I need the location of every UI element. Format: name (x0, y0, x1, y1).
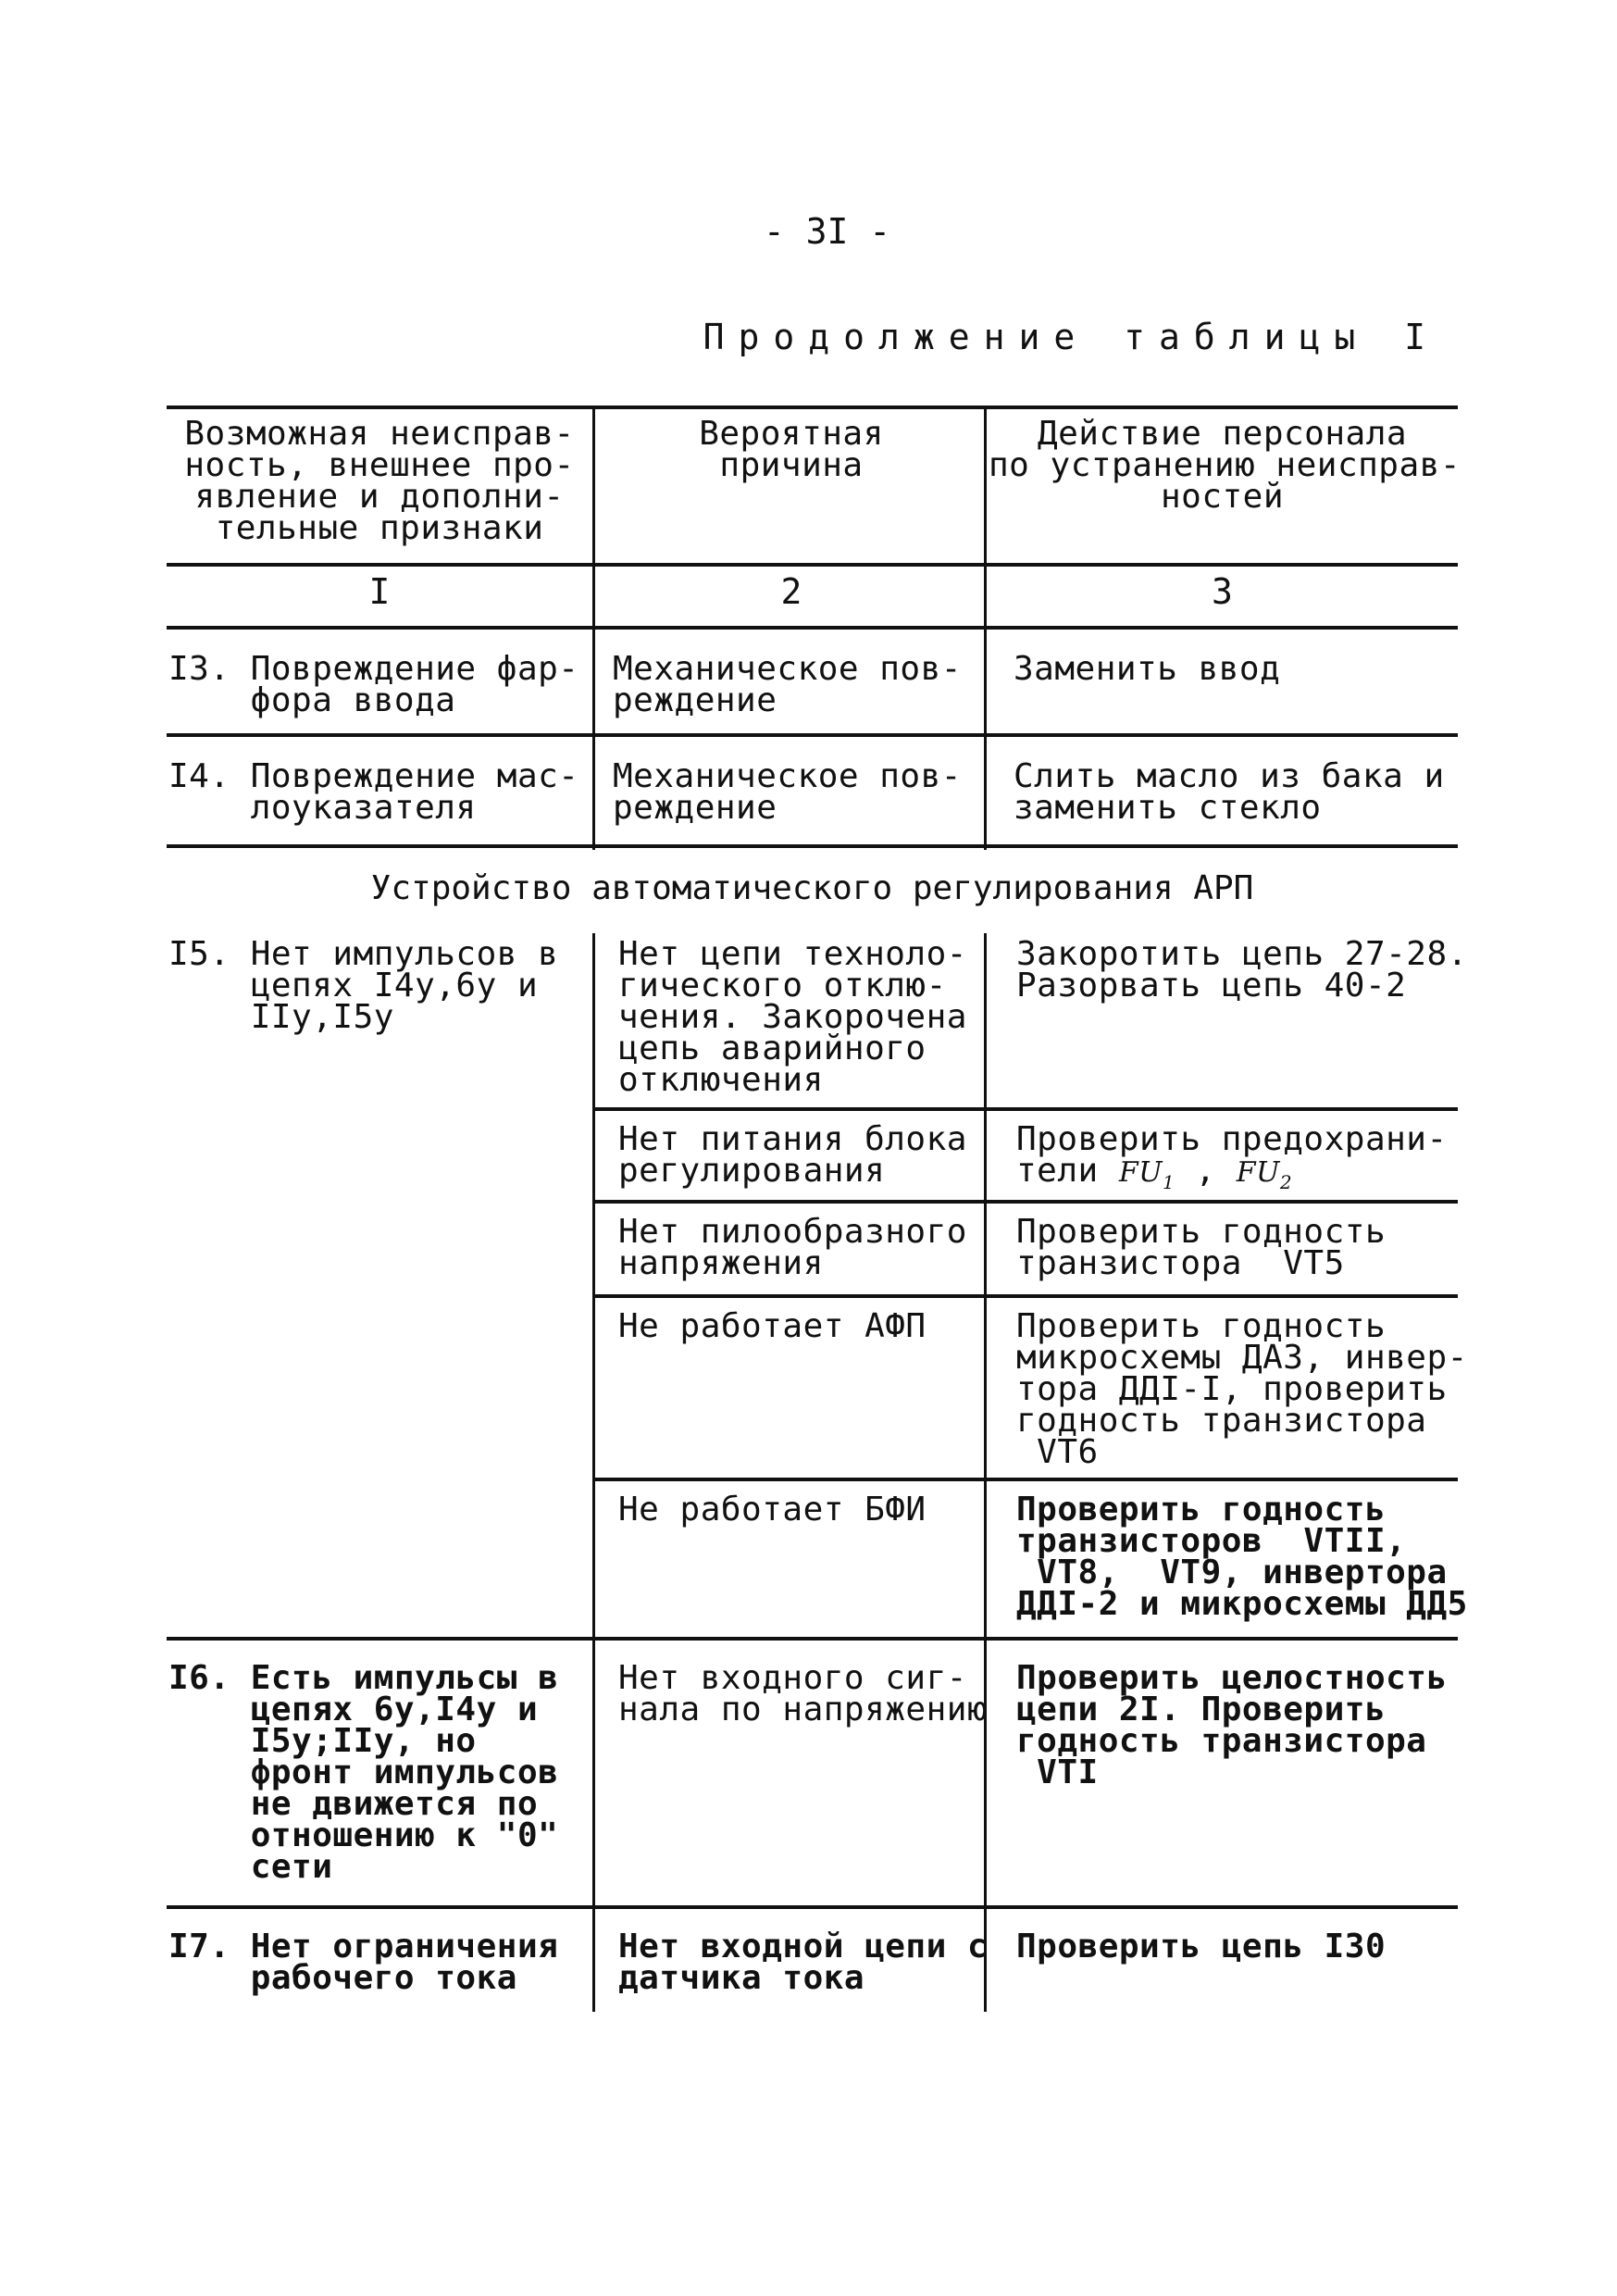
table-row-14-fault: I4. Повреждение мас- лоуказателя (168, 757, 579, 827)
page-number: - 3I - (763, 211, 891, 252)
table-row-13-action: Заменить ввод (1014, 650, 1281, 688)
table-row-17-cause: Нет входной цепи с датчика тока (618, 1928, 989, 1997)
table-top-rule (167, 406, 1458, 409)
table-row-15-sub1-action: Закоротить цепь 27-28. Разорвать цепь 40-2 (1016, 935, 1468, 1004)
table-row-15-sub5-action: Проверить годность транзисторов VTII, VT8, VT9, инвертора ДДI-2 и микросхемы ДД5 (1016, 1491, 1468, 1623)
column-number-2: 2 (780, 571, 802, 612)
table-row-15-sub1-cause: Нет цепи техноло- гического отклю- чения. Закорочена цепь аварийного отключения (618, 935, 967, 1099)
table-row-15-sub4-cause: Не работает АФП (618, 1307, 927, 1345)
column-number-1: I (368, 571, 391, 612)
sub2-action-prefix: тели (1016, 1152, 1119, 1190)
col-divider-1-upper (592, 406, 595, 850)
sub-rule-4 (592, 1478, 1458, 1481)
sub2-action-line1: Проверить предохрани- (1016, 1120, 1448, 1158)
numbers-bottom-rule (167, 626, 1458, 630)
table-row-16-fault: I6. Есть импульсы в цепях 6у,I4у и I5у;IIу, но фронт импульсов не движется по отношению к "0" сети (168, 1659, 559, 1886)
row-16-bottom-rule (167, 1905, 1458, 1909)
fuse-fu1-index: 1 (1162, 1171, 1175, 1194)
table-row-15-sub3-action: Проверить годность транзистора VT5 (1016, 1213, 1387, 1282)
col-divider-2-upper (984, 406, 987, 850)
column-number-3: 3 (1212, 571, 1233, 612)
table-row-13-fault: I3. Повреждение фар- фора ввода (168, 650, 579, 719)
table-row-17-action: Проверить цепь I30 (1016, 1928, 1387, 1965)
table-row-14-cause: Механическое пов- реждение (613, 757, 962, 827)
row-14-bottom-rule (167, 844, 1458, 848)
table-row-15-sub3-cause: Нет пилообразного напряжения (618, 1213, 967, 1282)
sub-rule-1 (592, 1107, 1458, 1111)
sub-rule-2 (592, 1200, 1458, 1204)
fuse-fu2-index: 2 (1279, 1171, 1293, 1194)
table-caption: Продолжение таблицы I (703, 317, 1439, 357)
fuse-fu2-label: FU (1236, 1156, 1280, 1189)
table-row-15-sub2-action (1016, 1120, 1448, 1198)
header-cause: Вероятная причина (699, 415, 884, 484)
table-row-15-sub2-cause: Нет питания блока регулирования (618, 1120, 967, 1190)
col-divider-2-lower (984, 933, 987, 2012)
header-action: Действие персонала по устранению неисправ- ностей (989, 415, 1461, 516)
row-15-bottom-rule (167, 1637, 1458, 1641)
fuse-separator: , (1175, 1152, 1237, 1190)
table-row-15-sub4-action: Проверить годность микросхемы ДАЗ, инвер- тора ДДI-I, проверить годность транзистора VT6 (1016, 1307, 1468, 1471)
col-divider-1-lower (592, 933, 595, 2012)
table-row-15-sub5-cause: Не работает БФИ (618, 1491, 927, 1529)
table-row-15-fault: I5. Нет импульсов в цепях I4у,6у и IIу,I5у (168, 935, 559, 1036)
fuse-fu1-label: FU (1118, 1156, 1163, 1189)
header-fault: Возможная неисправ- ность, внешнее про- явление и дополни- тельные признаки (184, 415, 575, 547)
header-bottom-rule (167, 563, 1458, 567)
table-row-16-action: Проверить целостность цепи 2I. Проверить годность транзистора VTI (1016, 1659, 1448, 1791)
row-13-bottom-rule (167, 733, 1458, 737)
table-row-14-action: Слить масло из бака и заменить стекло (1014, 757, 1445, 827)
table-row-13-cause: Механическое пов- реждение (613, 650, 962, 719)
section-title: Устройство автоматического регулирования АРП (370, 869, 1254, 907)
table-row-16-cause: Нет входного сиг- нала по напряжению (618, 1659, 989, 1728)
table-row-17-fault: I7. Нет ограничения рабочего тока (168, 1928, 559, 1997)
sub-rule-3 (592, 1294, 1458, 1298)
